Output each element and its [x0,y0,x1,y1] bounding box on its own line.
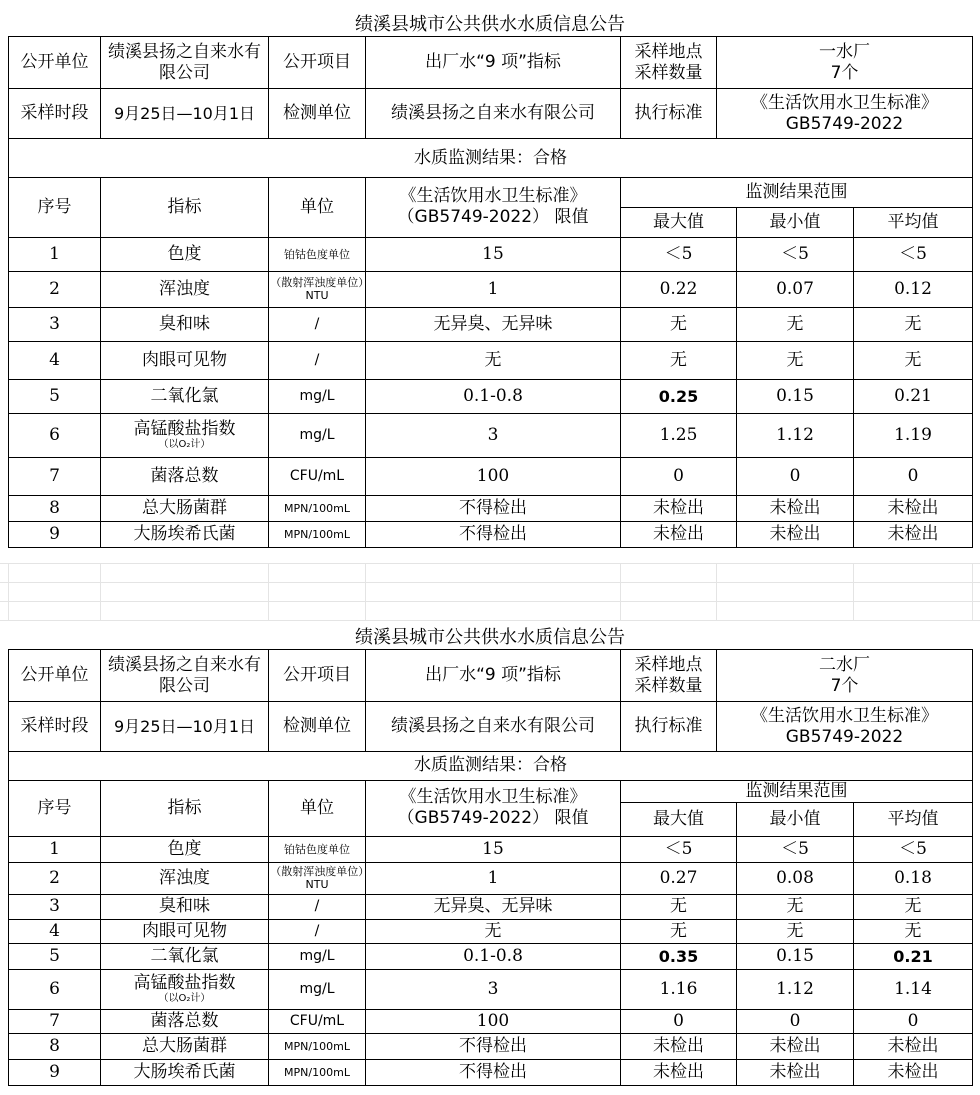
row-indicator [101,495,269,521]
report-title: 绩溪县城市公共供水水质信息公告 [355,627,625,648]
row-min: 无 [737,894,854,919]
site-label-2: 采样数量 [634,62,703,83]
header-min: 最小值 [737,207,854,237]
header-indicator: 指标 [101,177,269,237]
row-unit: / [269,307,366,341]
row-min: 1.12 [737,969,854,1009]
row-indicator [101,457,269,495]
indicator-name: 大肠埃希氏菌 [133,523,236,544]
header-indicator: 指标 [101,780,269,836]
result-summary: 水质监测结果：合格 [9,752,973,780]
row-avg: 0.21 [854,379,973,413]
row-limit: 3 [366,969,621,1009]
table-row [9,1033,973,1059]
row-avg: 0.12 [854,271,973,307]
row-min: 0 [737,1009,854,1033]
row-indicator [101,379,269,413]
info-value: 绩溪县扬之自来水有限公司 [101,650,269,702]
header-unit: 单位 [269,177,366,237]
row-limit: 3 [366,413,621,457]
row-min: 无 [737,341,854,379]
row-number: 5 [9,943,101,969]
row-max: 0.35 [621,943,737,969]
row-number: 4 [9,341,101,379]
site-label-1: 采样地点 [634,41,703,62]
row-max: 未检出 [621,521,737,547]
row-avg: 无 [854,919,973,943]
row-number: 8 [9,1033,101,1059]
indicator-name: 色度 [167,838,202,859]
row-indicator [101,969,269,1009]
info-value: 绩溪县扬之自来水有限公司 [366,702,621,752]
table-body [9,836,973,1085]
row-indicator [101,1059,269,1085]
row-unit: mg/L [269,943,366,969]
row-limit: 无 [366,341,621,379]
row-max: 0 [621,457,737,495]
info-value: 出厂水“9 项”指标 [366,37,621,89]
row-avg: 无 [854,894,973,919]
row-unit: （散射浑浊度单位）NTU [269,862,366,894]
header-avg: 平均值 [854,207,973,237]
indicator-name: 肉眼可见物 [142,920,227,941]
row-max: 0 [621,1009,737,1033]
row-number: 2 [9,271,101,307]
table-row [9,271,973,307]
header-limit-2: （GB5749-2022） 限值 [397,808,589,828]
row-limit: 15 [366,836,621,862]
row-number: 3 [9,894,101,919]
indicator-name: 浑浊度 [159,867,210,888]
row-min: ＜5 [737,237,854,271]
row-limit: 不得检出 [366,521,621,547]
row-avg: 0 [854,457,973,495]
info-label: 公开项目 [269,650,366,702]
site-label-1: 采样地点 [634,654,703,675]
info-label: 采样时段 [9,702,101,752]
row-limit: 无 [366,919,621,943]
indicator-name: 臭和味 [159,313,210,334]
indicator-name: 二氧化氯 [150,945,219,966]
report-table [8,649,973,752]
std-value-2: GB5749-2022 [785,726,904,747]
row-unit: mg/L [269,969,366,1009]
header-min: 最小值 [737,802,854,836]
indicator-name: 大肠埃希氏菌 [133,1061,236,1082]
row-min: 0.15 [737,379,854,413]
row-limit: 0.1-0.8 [366,943,621,969]
row-unit: MPN/100mL [269,1033,366,1059]
info-value: 绩溪县扬之自来水有限公司 [366,89,621,139]
table-row [9,495,973,521]
row-indicator [101,919,269,943]
table-row [9,237,973,271]
header-limit-1: 《生活饮用水卫生标准》 [399,787,587,807]
table-row [9,379,973,413]
row-max: 0.25 [621,379,737,413]
table-row [9,1009,973,1033]
table-row [9,413,973,457]
info-value: 出厂水“9 项”指标 [366,650,621,702]
row-limit: 无异臭、无异味 [366,307,621,341]
header-limit-1: 《生活饮用水卫生标准》 [399,186,587,206]
row-max: 未检出 [621,1033,737,1059]
table-row [9,341,973,379]
row-max: 0.22 [621,271,737,307]
row-number: 7 [9,1009,101,1033]
indicator-name: 总大肠菌群 [142,497,227,518]
row-limit: 0.1-0.8 [366,379,621,413]
row-limit: 不得检出 [366,1033,621,1059]
info-value: 绩溪县扬之自来水有限公司 [101,37,269,89]
row-max: 无 [621,341,737,379]
row-indicator [101,1033,269,1059]
row-unit: MPN/100mL [269,521,366,547]
result-table [8,752,973,1086]
row-unit: 铂钴色度单位 [269,836,366,862]
row-number: 1 [9,237,101,271]
header-max: 最大值 [621,207,737,237]
info-value: 9月25日—10月1日 [101,702,269,752]
row-unit: （散射浑浊度单位）NTU [269,271,366,307]
row-max: 1.25 [621,413,737,457]
row-limit: 不得检出 [366,495,621,521]
header-limit-2: （GB5749-2022） 限值 [397,207,589,227]
site-value-2: 7个 [830,62,859,83]
table-row [9,894,973,919]
row-indicator [101,894,269,919]
info-label: 执行标准 [621,89,717,139]
row-number: 2 [9,862,101,894]
result-summary: 水质监测结果：合格 [9,141,973,177]
row-unit: 铂钴色度单位 [269,237,366,271]
indicator-note: （以O₂计） [158,439,211,450]
row-min: 未检出 [737,521,854,547]
report-title: 绩溪县城市公共供水水质信息公告 [355,14,625,35]
row-min: 未检出 [737,495,854,521]
table-row [9,862,973,894]
row-max: 无 [621,894,737,919]
row-max: 无 [621,307,737,341]
row-limit: 1 [366,862,621,894]
row-limit: 100 [366,1009,621,1033]
row-max: 无 [621,919,737,943]
row-number: 4 [9,919,101,943]
header-no: 序号 [9,177,101,237]
indicator-name: 高锰酸盐指数 [133,973,236,993]
row-indicator [101,307,269,341]
row-indicator [101,943,269,969]
info-label: 公开单位 [9,37,101,89]
info-label: 检测单位 [269,702,366,752]
row-number: 6 [9,413,101,457]
row-avg: 0 [854,1009,973,1033]
row-number: 9 [9,1059,101,1085]
table-row [9,836,973,862]
header-range: 监测结果范围 [621,177,973,207]
site-value-2: 7个 [830,675,859,696]
row-unit: CFU/mL [269,1009,366,1033]
row-avg: 1.14 [854,969,973,1009]
info-label: 采样时段 [9,89,101,139]
header-limit [366,177,621,237]
info-value: 9月25日—10月1日 [101,89,269,139]
info-value [717,89,973,139]
row-indicator [101,1009,269,1033]
indicator-name: 臭和味 [159,896,210,916]
row-min: 1.12 [737,413,854,457]
row-number: 1 [9,836,101,862]
row-max: 未检出 [621,495,737,521]
site-label-2: 采样数量 [634,675,703,696]
row-number: 8 [9,495,101,521]
site-value-1: 一水厂 [819,41,870,62]
info-value [717,702,973,752]
row-number: 3 [9,307,101,341]
header-range: 监测结果范围 [621,780,973,802]
std-value-1: 《生活饮用水卫生标准》 [751,92,938,113]
row-max: 1.16 [621,969,737,1009]
info-value [717,650,973,702]
row-number: 6 [9,969,101,1009]
row-number: 5 [9,379,101,413]
row-min: 0 [737,457,854,495]
row-min: ＜5 [737,836,854,862]
row-limit: 1 [366,271,621,307]
result-table [8,141,973,548]
row-min: 无 [737,919,854,943]
row-avg: 未检出 [854,495,973,521]
info-label [621,650,717,702]
indicator-name: 色度 [167,243,202,264]
row-limit: 100 [366,457,621,495]
row-min: 未检出 [737,1033,854,1059]
row-min: 无 [737,307,854,341]
indicator-name: 二氧化氯 [150,385,219,406]
sheet-gap [0,563,980,621]
table-row [9,307,973,341]
row-avg: 0.18 [854,862,973,894]
row-indicator [101,862,269,894]
row-avg: 0.21 [854,943,973,969]
row-max: ＜5 [621,836,737,862]
indicator-note: （以O₂计） [158,993,211,1004]
row-avg: ＜5 [854,237,973,271]
row-avg: ＜5 [854,836,973,862]
row-avg: 未检出 [854,1033,973,1059]
row-unit: mg/L [269,413,366,457]
table-row [9,969,973,1009]
indicator-name: 高锰酸盐指数 [133,419,236,439]
row-limit: 不得检出 [366,1059,621,1085]
row-min: 0.07 [737,271,854,307]
row-avg: 未检出 [854,1059,973,1085]
row-indicator [101,341,269,379]
header-limit [366,780,621,836]
row-indicator [101,237,269,271]
table-row [9,521,973,547]
row-number: 7 [9,457,101,495]
indicator-name: 菌落总数 [150,465,219,486]
header-unit: 单位 [269,780,366,836]
indicator-name: 菌落总数 [150,1010,219,1031]
table-row [9,1059,973,1085]
row-indicator [101,521,269,547]
row-unit: CFU/mL [269,457,366,495]
info-label [621,37,717,89]
header-max: 最大值 [621,802,737,836]
row-unit: / [269,919,366,943]
info-label: 公开项目 [269,37,366,89]
row-max: 未检出 [621,1059,737,1085]
row-unit: / [269,894,366,919]
info-label: 执行标准 [621,702,717,752]
table-body [9,237,973,547]
row-limit: 无异臭、无异味 [366,894,621,919]
row-unit: MPN/100mL [269,495,366,521]
indicator-name: 浑浊度 [159,278,210,299]
header-no: 序号 [9,780,101,836]
header-avg: 平均值 [854,802,973,836]
row-limit: 15 [366,237,621,271]
row-unit: / [269,341,366,379]
row-indicator [101,413,269,457]
indicator-name: 总大肠菌群 [142,1035,227,1056]
row-unit: mg/L [269,379,366,413]
std-value-1: 《生活饮用水卫生标准》 [751,705,938,726]
row-min: 0.15 [737,943,854,969]
row-max: 0.27 [621,862,737,894]
info-label: 公开单位 [9,650,101,702]
row-min: 0.08 [737,862,854,894]
row-avg: 无 [854,307,973,341]
row-number: 9 [9,521,101,547]
site-value-1: 二水厂 [819,654,870,675]
table-row [9,919,973,943]
row-avg: 未检出 [854,521,973,547]
table-row [9,457,973,495]
row-avg: 无 [854,341,973,379]
std-value-2: GB5749-2022 [785,113,904,134]
table-row [9,943,973,969]
row-indicator [101,836,269,862]
info-label: 检测单位 [269,89,366,139]
indicator-name: 肉眼可见物 [142,349,227,370]
row-avg: 1.19 [854,413,973,457]
row-unit: MPN/100mL [269,1059,366,1085]
row-indicator [101,271,269,307]
row-min: 未检出 [737,1059,854,1085]
info-value [717,37,973,89]
row-max: ＜5 [621,237,737,271]
